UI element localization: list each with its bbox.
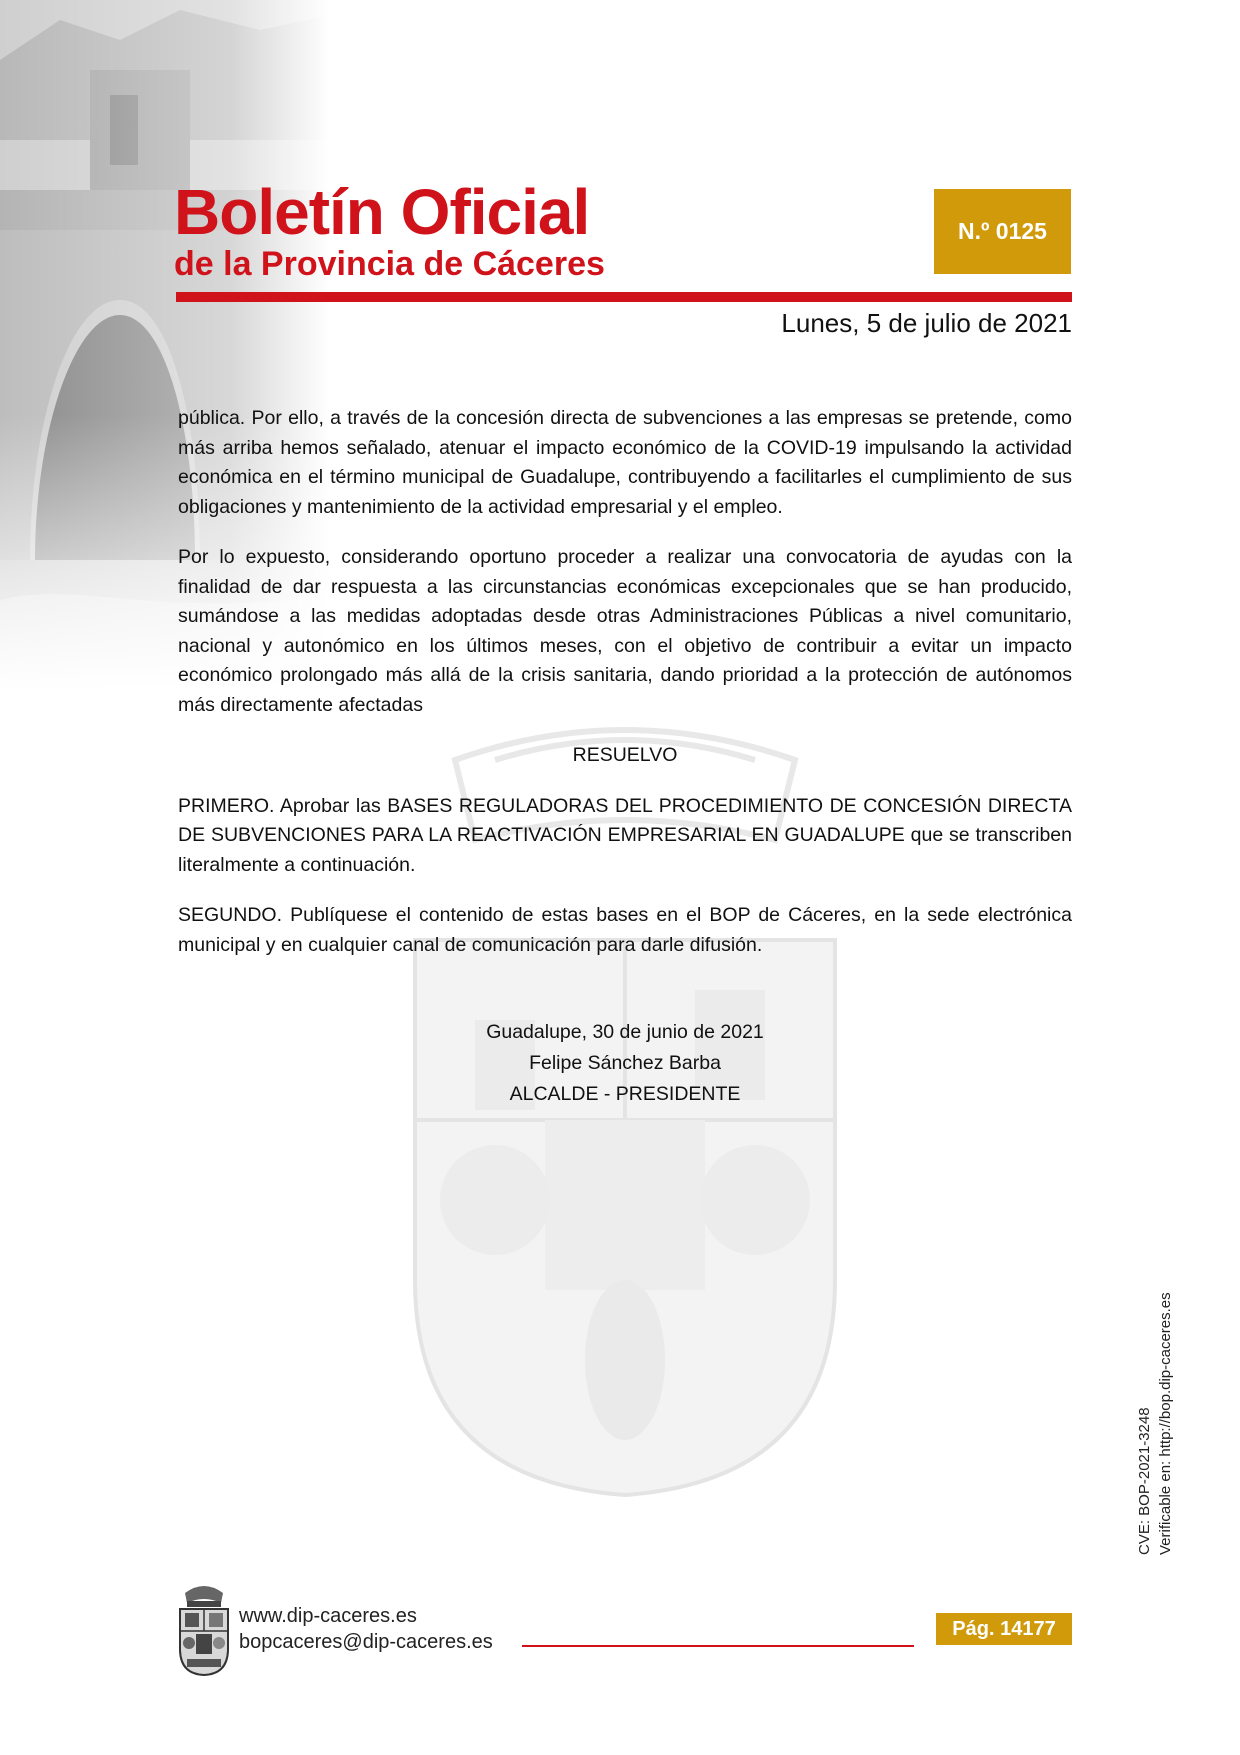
cve-code: CVE: BOP-2021-3248: [1136, 1407, 1153, 1555]
verification-url[interactable]: Verificable en: http://bop.dip-caceres.es: [1157, 1292, 1174, 1555]
signature-block: [178, 1017, 1072, 1110]
verification-side-note: [1134, 1292, 1176, 1555]
diputacion-shield-icon: [177, 1579, 231, 1676]
footer-contact: [239, 1603, 493, 1655]
signature-role: ALCALDE - PRESIDENTE: [509, 1083, 741, 1105]
footer-divider: [522, 1645, 914, 1647]
masthead-title: [174, 176, 605, 283]
paragraph: Por lo expuesto, considerando oportuno proceder a realizar una convocatoria de ayudas con la finalidad de dar respuesta a las circunstancias económicas excepcionales que se han producido, sumándose a las medidas adoptadas desde otras Administraciones Públicas a nivel comunitario, nacional y autonómico en los últimos meses, con el objetivo de contribuir a evitar un impacto económico prolongado más allá de la crisis sanitaria, dando prioridad a la protección de autónomos más directamente afectadas: [178, 546, 1072, 716]
page-number-badge: Pág. 14177: [936, 1613, 1072, 1645]
paragraph: pública. Por ello, a través de la concesión directa de subvenciones a las empresas se pretende, como más arriba hemos señalado, atenuar el impacto económico de la COVID-19 impulsando la actividad económica en el término municipal de Guadalupe, contribuyendo a facilitarles el cumplimiento de sus obligaciones y mantenimiento de la actividad empresarial y el empleo.: [178, 407, 1072, 518]
signature-name: Felipe Sánchez Barba: [529, 1052, 721, 1074]
masthead-title-line1: Boletín Oficial: [174, 176, 590, 248]
issue-number-badge: N.º 0125: [934, 189, 1071, 274]
footer-website-link[interactable]: www.dip-caceres.es: [239, 1605, 417, 1627]
footer-email-link[interactable]: bopcaceres@dip-caceres.es: [239, 1631, 493, 1653]
paragraph-segundo: SEGUNDO. Publíquese el contenido de estas bases en el BOP de Cáceres, en la sede electrónica municipal y en cualquier canal de comunicación para darle difusión.: [178, 904, 1072, 956]
masthead-divider: [176, 292, 1072, 302]
issue-date: Lunes, 5 de julio de 2021: [781, 308, 1072, 338]
masthead-title-line2: de la Provincia de Cáceres: [174, 245, 605, 283]
document-body: [178, 404, 1072, 981]
resolution-heading: RESUELVO: [572, 744, 678, 766]
paragraph-primero: PRIMERO. Aprobar las BASES REGULADORAS DEL PROCEDIMIENTO DE CONCESIÓN DIRECTA DE SUBVENCIONES PARA LA REACTIVACIÓN EMPRESARIAL EN GUADALUPE que se transcriben literalmente a continuación.: [178, 794, 1072, 876]
signature-place-date: Guadalupe, 30 de junio de 2021: [486, 1021, 764, 1043]
